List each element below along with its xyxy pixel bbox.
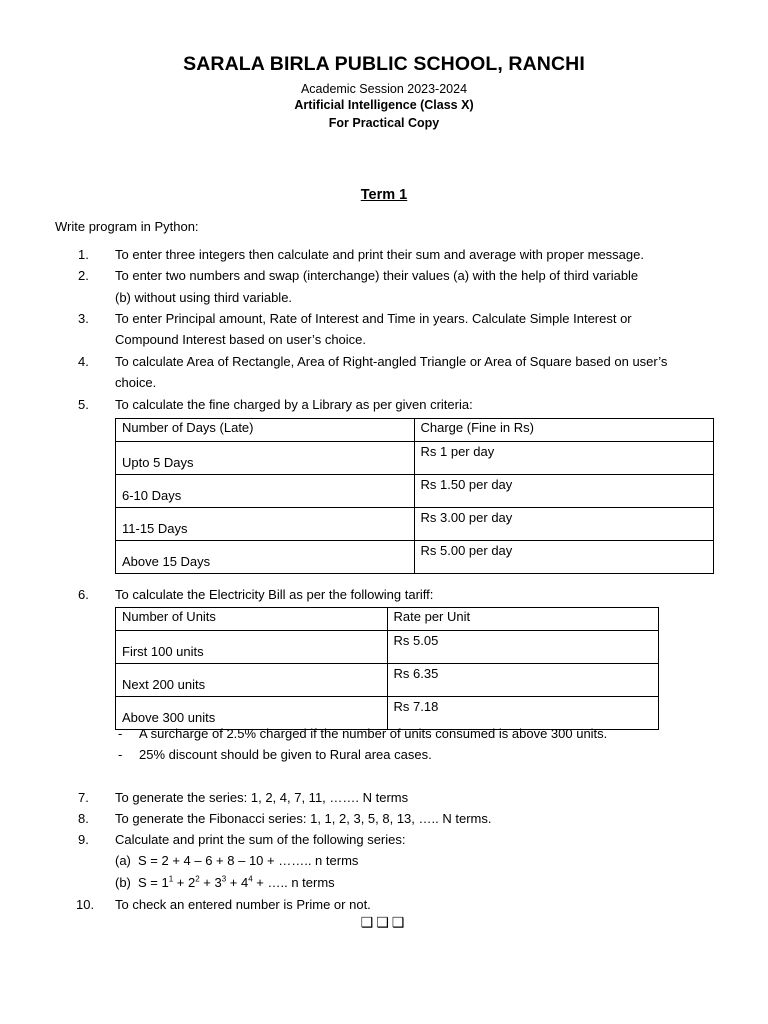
item-number: 9. <box>78 832 89 847</box>
table-header-cell: Number of Units <box>116 608 388 631</box>
exponent: 4 <box>248 874 253 884</box>
item-number: 4. <box>78 354 89 369</box>
series-b-term: + 3 <box>199 875 222 890</box>
table-row <box>116 664 659 697</box>
term-heading: Term 1 <box>360 187 408 203</box>
exponent: 3 <box>221 874 227 884</box>
copy-note: For Practical Copy <box>328 116 440 130</box>
table-cell: Rs 5.05 <box>387 631 658 664</box>
item-number: 7. <box>78 790 89 805</box>
series-b-text <box>138 875 335 891</box>
table-header-cell: Number of Days (Late) <box>116 419 415 442</box>
table-cell: Rs 7.18 <box>387 697 658 730</box>
table-row <box>116 631 659 664</box>
table-cell: First 100 units <box>116 631 388 664</box>
item-text: To calculate Area of Rectangle, Area of Right-angled Triangle or Area of Square based on user’s <box>115 354 668 369</box>
tariff-note: A surcharge of 2.5% charged if the number of units consumed is above 300 units. <box>139 726 608 741</box>
series-a-text: S = 2 + 4 – 6 + 8 – 10 + …….. n terms <box>138 853 359 868</box>
table-cell: Above 15 Days <box>116 541 415 574</box>
end-of-document-marks: ❑❑❑ <box>360 915 408 931</box>
bullet-dash: - <box>118 726 123 741</box>
item-text: To enter Principal amount, Rate of Interest and Time in years. Calculate Simple Interest or <box>115 311 632 326</box>
item-number: 3. <box>78 311 89 326</box>
series-b-term: + ….. n terms <box>252 875 335 890</box>
table-row <box>116 697 659 730</box>
table-cell: 6-10 Days <box>116 475 415 508</box>
series-b-term: + 4 <box>226 875 249 890</box>
series-b-label: (b) <box>115 875 131 890</box>
table-cell: Rs 6.35 <box>387 664 658 697</box>
item-number: 5. <box>78 397 89 412</box>
exponent: 2 <box>195 874 200 884</box>
fine-table <box>115 418 714 574</box>
table-cell: Next 200 units <box>116 664 388 697</box>
table-row <box>116 541 714 574</box>
academic-session: Academic Session 2023-2024 <box>300 82 468 96</box>
item-text: choice. <box>115 375 157 390</box>
item-number: 8. <box>78 811 89 826</box>
table-cell: Rs 5.00 per day <box>414 541 714 574</box>
table-header-row <box>116 419 714 442</box>
item-text: Compound Interest based on user’s choice. <box>115 332 367 347</box>
item-number: 1. <box>78 247 89 262</box>
bullet-dash: - <box>118 747 123 762</box>
table-cell: Rs 1 per day <box>414 442 714 475</box>
item-number: 6. <box>78 587 89 602</box>
item-text: To calculate the fine charged by a Library as per given criteria: <box>115 397 473 412</box>
intro-text: Write program in Python: <box>55 219 199 234</box>
item-text: To generate the Fibonacci series: 1, 1, 2, 3, 5, 8, 13, ….. N terms. <box>115 811 492 826</box>
school-name: SARALA BIRLA PUBLIC SCHOOL, RANCHI <box>183 53 585 75</box>
table-cell: Above 300 units <box>116 697 388 730</box>
table-cell: Rs 1.50 per day <box>414 475 714 508</box>
table-header-row <box>116 608 659 631</box>
item-text: (b) without using third variable. <box>115 290 293 305</box>
item-text: To enter two numbers and swap (interchange) their values (a) with the help of third variable <box>115 268 639 283</box>
exponent: 1 <box>168 874 174 884</box>
item-text: To check an entered number is Prime or not. <box>115 897 371 912</box>
item-number: 2. <box>78 268 89 283</box>
table-header-cell: Charge (Fine in Rs) <box>414 419 714 442</box>
series-a-label: (a) <box>115 853 131 868</box>
item-number: 10. <box>76 897 95 912</box>
item-text: To calculate the Electricity Bill as per the following tariff: <box>115 587 434 602</box>
item-text: Calculate and print the sum of the following series: <box>115 832 406 847</box>
item-text: To enter three integers then calculate and print their sum and average with proper message. <box>115 247 644 262</box>
table-cell: Upto 5 Days <box>116 442 415 475</box>
table-row <box>116 442 714 475</box>
table-cell: 11-15 Days <box>116 508 415 541</box>
series-b-term: + 2 <box>173 875 196 890</box>
table-row <box>116 508 714 541</box>
tariff-note: 25% discount should be given to Rural area cases. <box>139 747 432 762</box>
subject-title: Artificial Intelligence (Class X) <box>294 98 474 112</box>
item-text: To generate the series: 1, 2, 4, 7, 11, ……. N terms <box>115 790 409 805</box>
table-header-cell: Rate per Unit <box>387 608 658 631</box>
table-row <box>116 475 714 508</box>
tariff-table <box>115 607 659 730</box>
series-b-prefix: S = 1 <box>138 875 169 890</box>
table-cell: Rs 3.00 per day <box>414 508 714 541</box>
